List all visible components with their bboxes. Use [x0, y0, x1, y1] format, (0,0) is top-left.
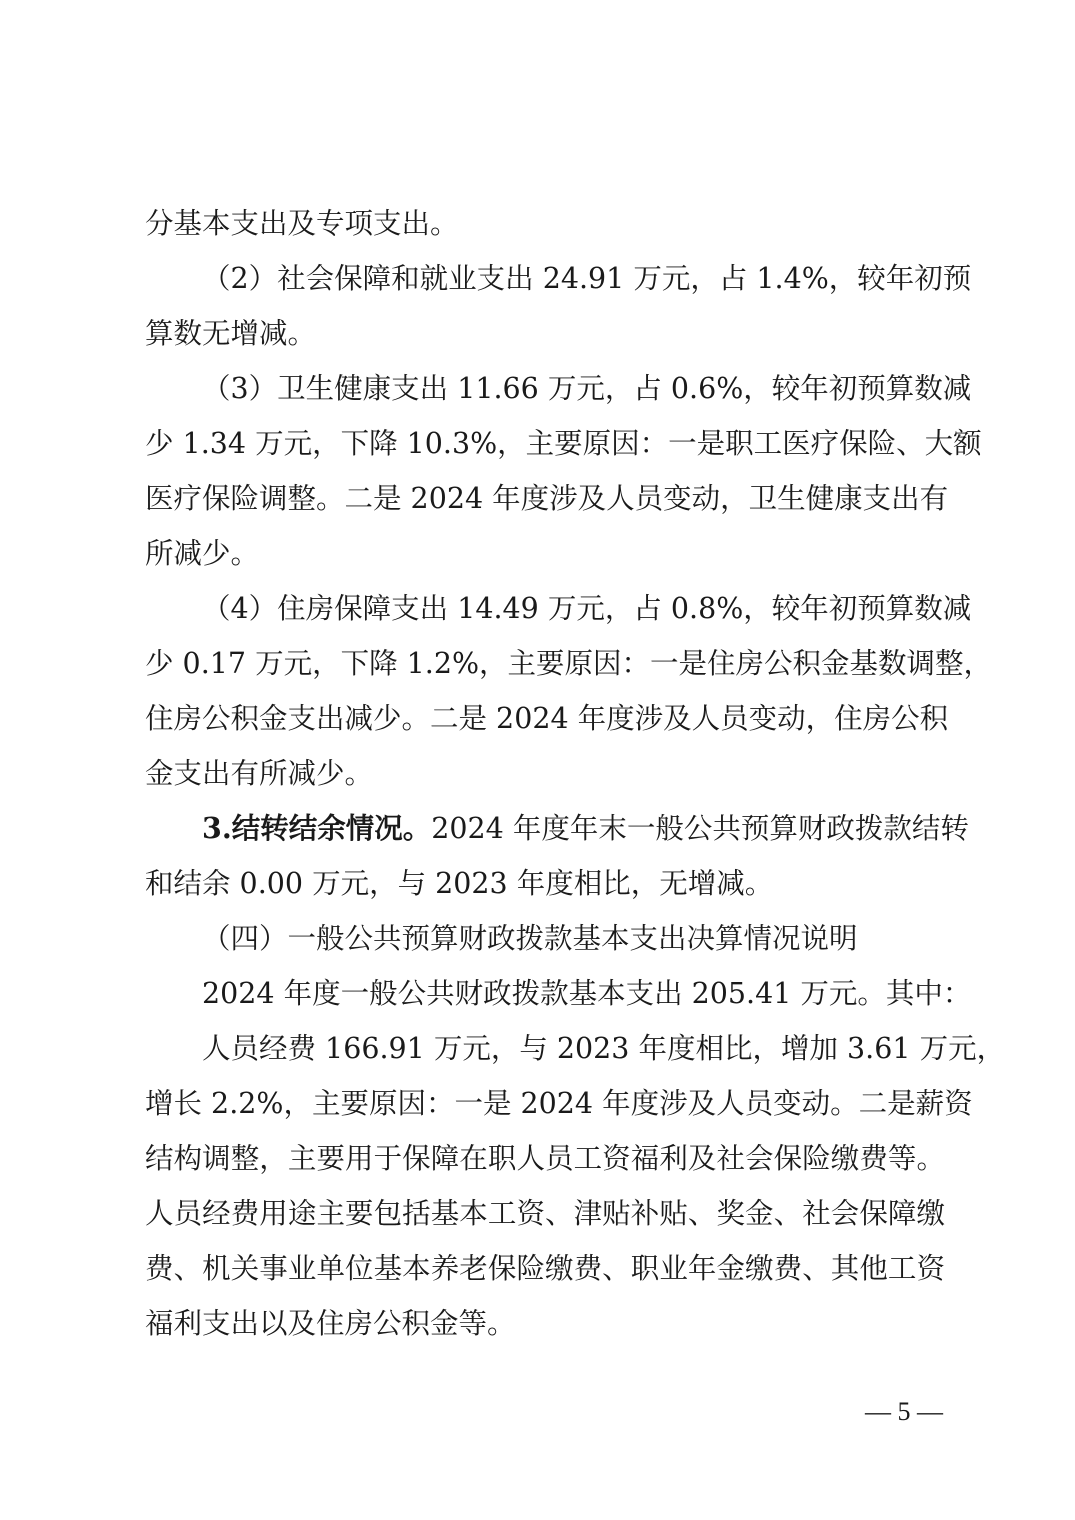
paragraph-line: 分基本支出及专项支出。: [145, 207, 459, 240]
paragraph-line: （2）社会保障和就业支出 24.91 万元，占 1.4%，较年初预: [202, 262, 972, 295]
section-heading: 3.结转结余情况。: [202, 811, 432, 845]
paragraph-line: 所减少。: [145, 537, 260, 570]
paragraph-line: 医疗保险调整。二是 2024 年度涉及人员变动，卫生健康支出有: [145, 482, 949, 515]
paragraph-line: 人员经费用途主要包括基本工资、津贴补贴、奖金、社会保障缴: [145, 1197, 945, 1230]
paragraph-line: 少 1.34 万元，下降 10.3%，主要原因：一是职工医疗保险、大额: [145, 427, 982, 460]
paragraph-line: 费、机关事业单位基本养老保险缴费、职业年金缴费、其他工资: [145, 1252, 945, 1285]
document-body: [145, 196, 1006, 1351]
paragraph-text: 2024 年度年末一般公共预算财政拨款结转: [431, 812, 969, 845]
paragraph-line: 人员经费 166.91 万元，与 2023 年度相比，增加 3.61 万元，: [202, 1032, 1006, 1065]
paragraph-line: 福利支出以及住房公积金等。: [145, 1307, 516, 1340]
paragraph-line: 增长 2.2%，主要原因：一是 2024 年度涉及人员变动。二是薪资: [145, 1087, 973, 1120]
paragraph-line: 和结余 0.00 万元，与 2023 年度相比，无增减。: [145, 867, 774, 900]
section-title: （四）一般公共预算财政拨款基本支出决算情况说明: [202, 922, 858, 955]
paragraph-line: 金支出有所减少。: [145, 757, 374, 790]
paragraph-line: 2024 年度一般公共财政拨款基本支出 205.41 万元。其中：: [202, 977, 972, 1010]
paragraph-line: （4）住房保障支出 14.49 万元，占 0.8%，较年初预算数减: [202, 592, 972, 625]
paragraph-line: 住房公积金支出减少。二是 2024 年度涉及人员变动，住房公积: [145, 702, 949, 735]
paragraph-line: 算数无增减。: [145, 317, 317, 350]
page-number: — 5 —: [865, 1397, 943, 1426]
paragraph-line: [145, 801, 969, 856]
paragraph-line: 结构调整，主要用于保障在职人员工资福利及社会保险缴费等。: [145, 1142, 945, 1175]
paragraph-line: （3）卫生健康支出 11.66 万元，占 0.6%，较年初预算数减: [202, 372, 972, 405]
paragraph-line: 少 0.17 万元，下降 1.2%，主要原因：一是住房公积金基数调整，: [145, 647, 993, 680]
